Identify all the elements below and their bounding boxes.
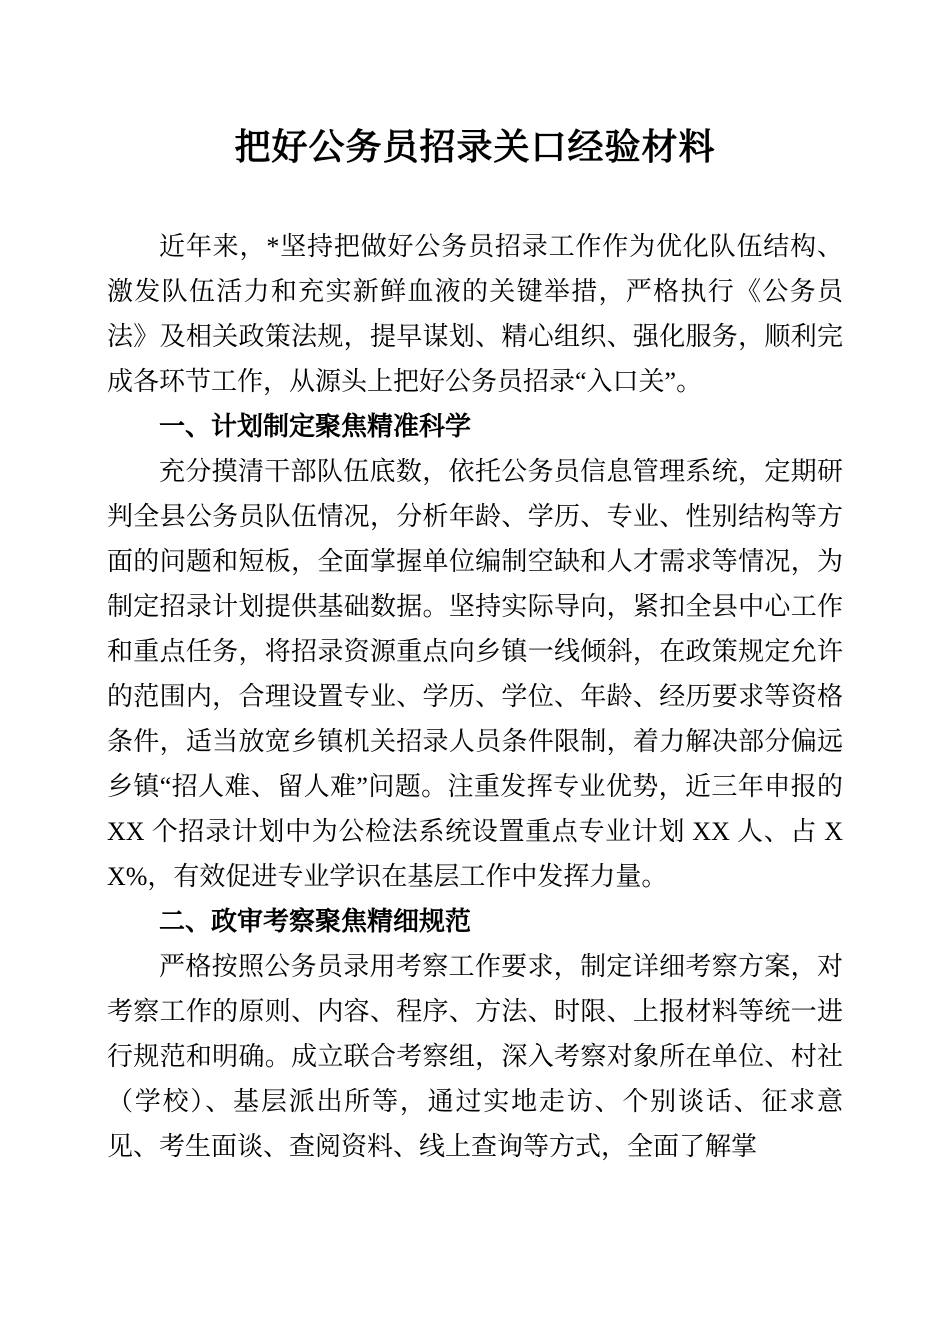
document-title: 把好公务员招录关口经验材料 <box>234 127 716 167</box>
section-heading-1: 一、计划制定聚焦精准科学 <box>159 411 472 441</box>
paragraph-section-1: 充分摸清干部队伍底数，依托公务员信息管理系统，定期研判全县公务员队伍情况，分析年龄、学历、专业、性别结构等方面的问题和短板，全面掌握单位编制空缺和人才需求等情况，为制定招录计划提供基础数据。坚持实际导向，紧扣全县中心工作和重点任务，将招录资源重点向乡镇一线倾斜，在政策规定允许的范围内，合理设置专业、学历、学位、年龄、经历要求等资格条件，适当放宽乡镇机关招录人员条件限制，着力解决部分偏远乡镇“招人难、留人难”问题。注重发挥专业优势，近三年申报的 XX 个招录计划中为公检法系统设置重点专业计划 XX 人、占 XX%，有效促进专业学识在基层工作中发挥力量。 <box>107 457 843 891</box>
paragraph-intro: 近年来，*坚持把做好公务员招录工作作为优化队伍结构、激发队伍活力和充实新鲜血液的关键举措，严格执行《公务员法》及相关政策法规，提早谋划、精心组织、强化服务，顺利完成各环节工作，从源头上把好公务员招录“入口关”。 <box>107 232 843 396</box>
section-heading-2: 二、政审考察聚焦精细规范 <box>159 906 472 936</box>
paragraph-section-2: 严格按照公务员录用考察工作要求，制定详细考察方案，对考察工作的原则、内容、程序、方法、时限、上报材料等统一进行规范和明确。成立联合考察组，深入考察对象所在单位、村社（学校）、基层派出所等，通过实地走访、个别谈话、征求意见、考生面谈、查阅资料、线上查询等方式，全面了解掌 <box>107 952 843 1161</box>
